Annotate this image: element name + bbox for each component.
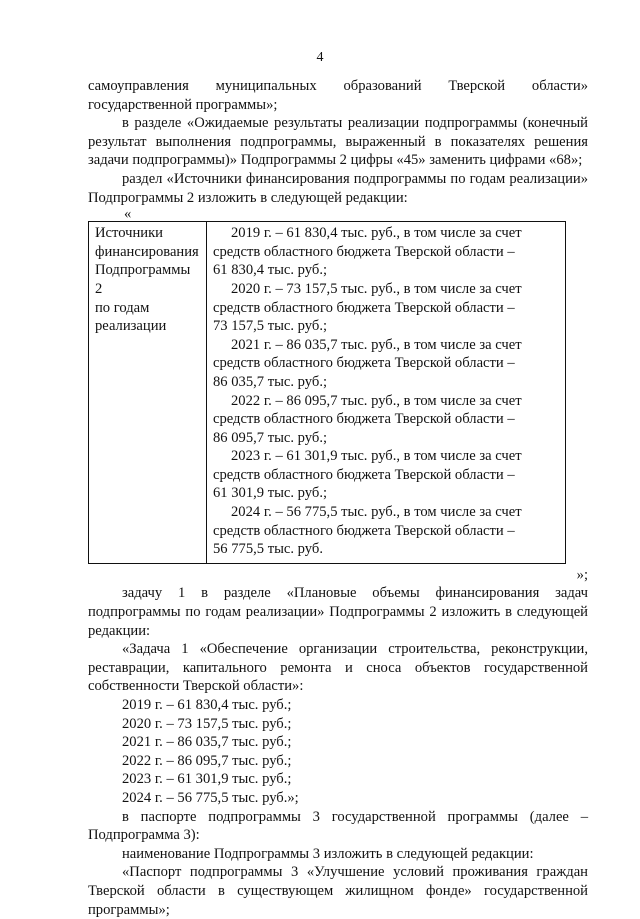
table-row	[89, 222, 566, 564]
year-line: 2024 г. – 56 775,5 тыс. руб., в том числе за счет	[231, 504, 522, 521]
page-number: 4	[316, 50, 324, 65]
year-line-amount: 61 301,9 тыс. руб.;	[213, 485, 328, 502]
table-label-line: финансирования	[95, 243, 199, 260]
list-item: 2023 г. – 61 301,9 тыс. руб.;	[122, 771, 292, 788]
open-quote: «	[124, 206, 132, 223]
list-item: 2019 г. – 61 830,4 тыс. руб.;	[122, 697, 292, 713]
paragraph: «Задача 1 «Обеспечение организации строительства, реконструкции, реставрации, капитального ремонта и сноса объектов государственной собственности Тверской области»:	[88, 641, 588, 695]
year-line-amount: 73 157,5 тыс. руб.;	[213, 318, 328, 335]
paragraph: в паспорте подпрограммы 3 государственной программы (далее – Подпрограмма 3):	[88, 808, 588, 844]
year-line-cont: средств областного бюджета Тверской области –	[213, 355, 515, 372]
year-line: 2021 г. – 86 035,7 тыс. руб., в том числе за счет	[231, 336, 522, 353]
year-line: 2023 г. – 61 301,9 тыс. руб., в том числе за счет	[231, 448, 522, 465]
task-list	[88, 696, 588, 808]
year-line-cont: средств областного бюджета Тверской области –	[213, 466, 515, 483]
paragraph: раздел «Источники финансирования подпрограммы по годам реализации» Подпрограммы 2 изложить в следующей редакции:	[88, 170, 588, 206]
list-item: 2022 г. – 86 095,7 тыс. руб.;	[122, 752, 292, 769]
document-body	[88, 77, 588, 919]
paragraph: задачу 1 в разделе «Плановые объемы финансирования задач подпрограммы по годам реализации» Подпрограммы 2 изложить в следующей редакции:	[88, 585, 588, 639]
table-label-line: по годам	[95, 299, 150, 316]
year-line-cont: средств областного бюджета Тверской области –	[213, 411, 515, 428]
year-line-cont: средств областного бюджета Тверской области –	[213, 299, 515, 316]
funding-sources-table	[88, 221, 566, 564]
year-line-amount: 86 095,7 тыс. руб.;	[213, 429, 328, 446]
paragraphs-bottom	[88, 808, 588, 919]
year-line-amount: 56 775,5 тыс. руб.	[213, 541, 323, 558]
list-item: 2020 г. – 73 157,5 тыс. руб.;	[122, 715, 292, 732]
list-item: 2021 г. – 86 035,7 тыс. руб.;	[122, 734, 292, 751]
paragraph: наименование Подпрограммы 3 изложить в следующей редакции:	[122, 845, 534, 862]
paragraphs-mid	[88, 584, 588, 696]
table-label-cell	[89, 222, 207, 564]
year-line: 2022 г. – 86 095,7 тыс. руб., в том числе за счет	[231, 392, 522, 409]
year-line: 2019 г. – 61 830,4 тыс. руб., в том числе за счет	[231, 225, 522, 242]
year-line: 2020 г. – 73 157,5 тыс. руб., в том числе за счет	[231, 280, 522, 297]
year-line-amount: 86 035,7 тыс. руб.;	[213, 373, 328, 390]
table-label-line: реализации	[95, 318, 167, 335]
close-quote: »;	[576, 566, 588, 583]
list-item: 2024 г. – 56 775,5 тыс. руб.»;	[122, 789, 299, 806]
year-line-amount: 61 830,4 тыс. руб.;	[213, 262, 328, 279]
table-label-line: Источники	[95, 225, 163, 242]
table-label-line: Подпрограммы 2	[95, 262, 191, 297]
year-line-cont: средств областного бюджета Тверской области –	[213, 522, 515, 539]
table-value-cell	[207, 222, 566, 564]
paragraph: «Паспорт подпрограммы 3 «Улучшение условий проживания граждан Тверской области в существующем жилищном фонде» государственной программы»;	[88, 864, 588, 918]
year-line-cont: средств областного бюджета Тверской области –	[213, 243, 515, 260]
paragraphs-top	[88, 77, 588, 207]
paragraph: самоуправления муниципальных образований Тверской области» государственной программы»;	[88, 78, 588, 113]
paragraph: в разделе «Ожидаемые результаты реализации подпрограммы (конечный результат выполнения подпрограммы, выраженный в показателях решения задачи подпрограммы)» Подпрограммы 2 цифры «45» заменить цифрами «68»;	[88, 115, 588, 169]
